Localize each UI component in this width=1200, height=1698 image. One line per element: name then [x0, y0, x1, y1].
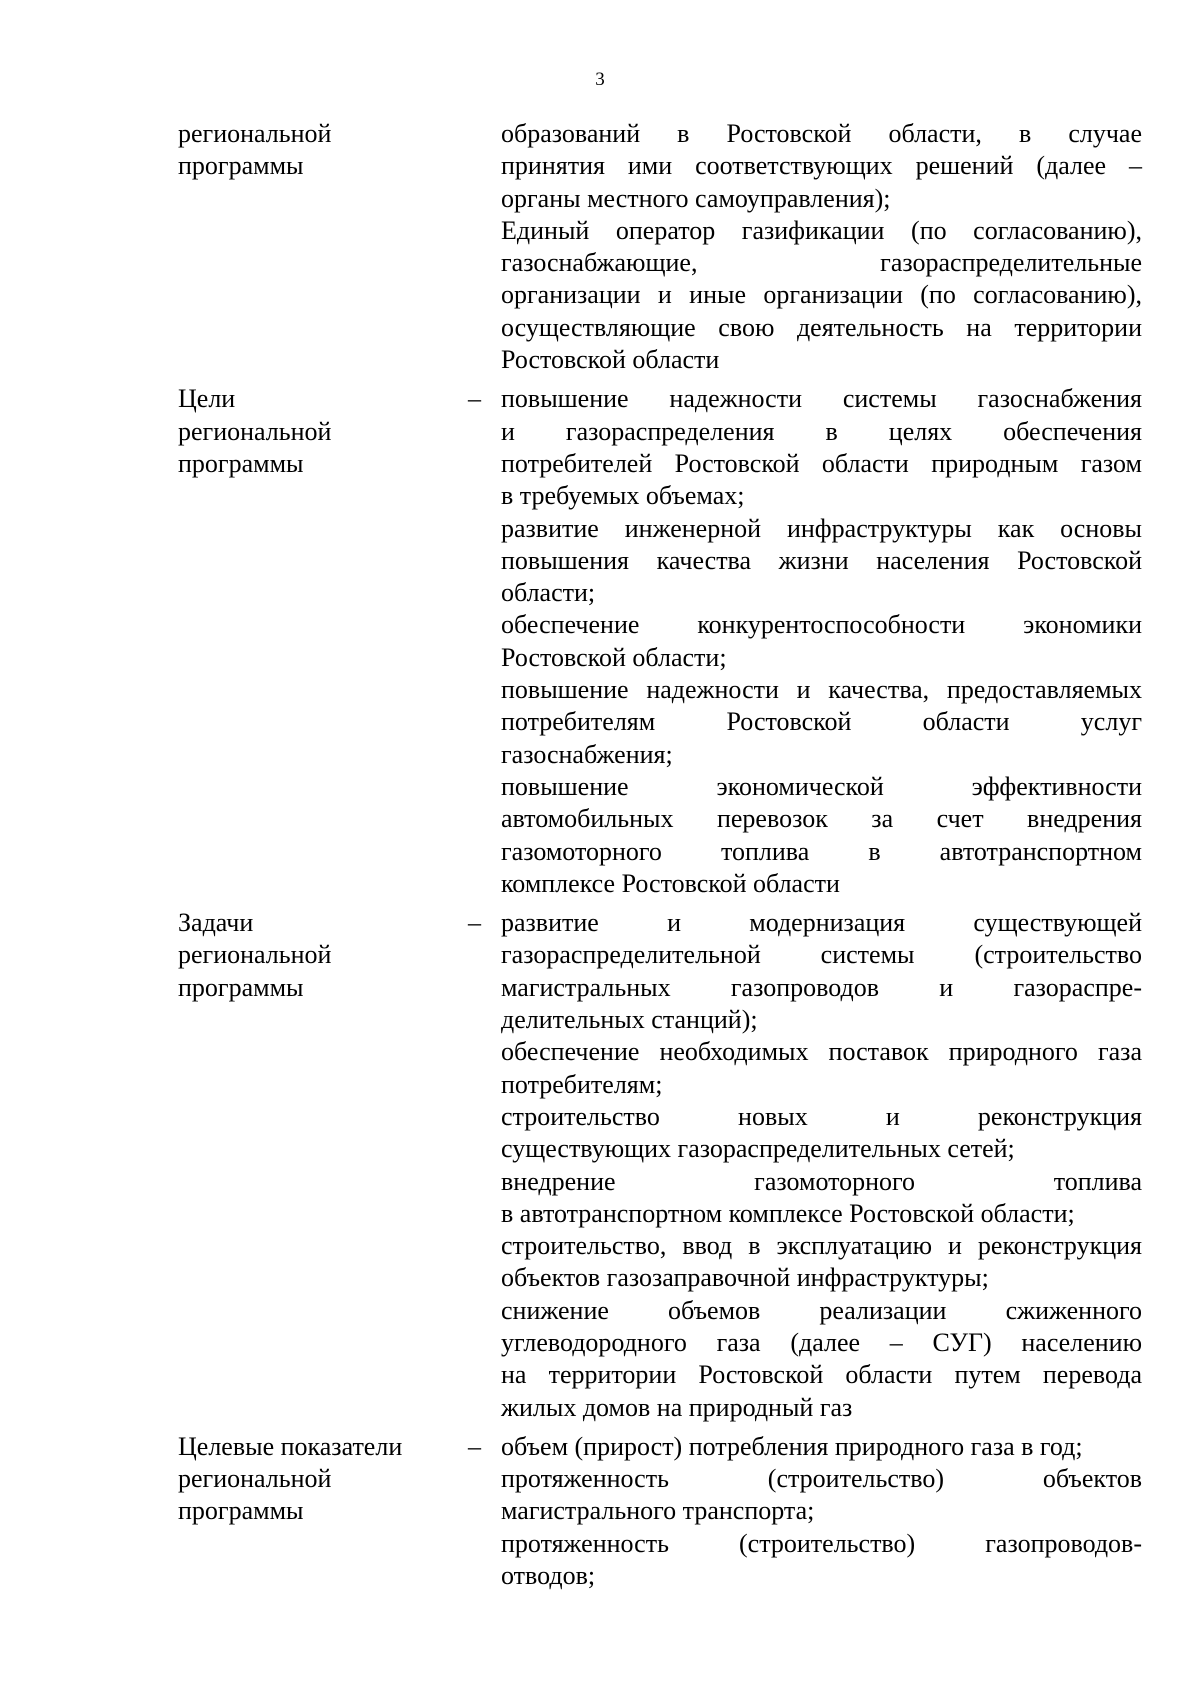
row-label-line: региональной	[178, 940, 332, 970]
content-line: Ростовской области;	[501, 642, 727, 672]
content-line: магистрального транспорта;	[501, 1496, 815, 1526]
content-line: повышение экономической эффективности	[501, 771, 1142, 801]
row-label	[178, 907, 468, 1424]
content-line: организации и иные организации (по согласованию),	[501, 280, 1142, 310]
content-line: газомоторного топлива в автотранспортном	[501, 836, 1142, 866]
program-passport-table	[178, 118, 1142, 1592]
content-line: газоснабжения;	[501, 739, 673, 769]
passport-row	[178, 118, 1142, 376]
content-line: потребителей Ростовской области природным газом	[501, 448, 1142, 478]
content-line: в требуемых объемах;	[501, 481, 745, 511]
row-label-line: Цели	[178, 384, 236, 414]
content-line: развитие инженерной инфраструктуры как основы	[501, 513, 1142, 543]
content-line: Ростовской области	[501, 345, 720, 375]
content-line: принятия ими соответствующих решений (далее –	[501, 151, 1142, 181]
row-dash	[468, 118, 501, 150]
content-line: делительных станций);	[501, 1005, 758, 1035]
passport-row	[178, 1431, 1142, 1592]
passport-row	[178, 907, 1142, 1424]
content-line: и газораспределения в целях обеспечения	[501, 416, 1142, 446]
row-label-line: программы	[178, 151, 304, 181]
content-line: развитие и модернизация существующей	[501, 908, 1142, 938]
row-label	[178, 383, 468, 900]
content-line: магистральных газопроводов и газораспре-	[501, 972, 1142, 1002]
row-label	[178, 118, 468, 376]
content-line: объектов газозаправочной инфраструктуры;	[501, 1263, 989, 1293]
content-line: Единый оператор газификации (по согласованию),	[501, 215, 1142, 245]
row-label-line: Целевые показатели	[178, 1431, 403, 1461]
row-content	[501, 383, 1142, 900]
row-content	[501, 118, 1142, 376]
content-line: газораспределительной системы (строительство	[501, 940, 1142, 970]
content-line: строительство новых и реконструкция	[501, 1101, 1142, 1131]
row-dash: –	[468, 908, 481, 938]
row-label-line: программы	[178, 448, 304, 478]
content-line: протяженность (строительство) объектов	[501, 1464, 1142, 1494]
content-line: обеспечение конкурентоспособности экономики	[501, 610, 1142, 640]
row-label-line: программы	[178, 1496, 304, 1526]
row-content	[501, 907, 1142, 1424]
content-line: строительство, ввод в эксплуатацию и реконструкция	[501, 1231, 1142, 1261]
row-dash: –	[468, 1431, 481, 1461]
passport-row	[178, 383, 1142, 900]
content-line: жилых домов на природный газ	[501, 1392, 853, 1422]
content-line: газоснабжающие, газораспределительные	[501, 248, 1142, 278]
content-line: области;	[501, 578, 596, 608]
content-line: потребителям;	[501, 1069, 663, 1099]
content-line: на территории Ростовской области путем перевода	[501, 1360, 1142, 1390]
content-line: органы местного самоуправления);	[501, 183, 891, 213]
content-line: объем (прирост) потребления природного газа в год;	[501, 1431, 1083, 1461]
content-line: образований в Ростовской области, в случае	[501, 119, 1142, 148]
content-line: потребителям Ростовской области услуг	[501, 707, 1142, 737]
content-line: повышение надежности и качества, предоставляемых	[501, 675, 1142, 705]
content-line: обеспечение необходимых поставок природного газа	[501, 1037, 1142, 1067]
content-line: повышение надежности системы газоснабжения	[501, 384, 1142, 414]
row-label-line: региональной	[178, 1464, 332, 1494]
content-line: отводов;	[501, 1561, 596, 1591]
row-label-line: региональной	[178, 416, 332, 446]
content-line: комплексе Ростовской области	[501, 868, 840, 898]
content-line: автомобильных перевозок за счет внедрения	[501, 804, 1142, 834]
content-line: в автотранспортном комплексе Ростовской области;	[501, 1198, 1075, 1228]
content-line: осуществляющие свою деятельность на территории	[501, 312, 1142, 342]
content-line: углеводородного газа (далее – СУГ) населению	[501, 1327, 1142, 1357]
row-dash: –	[468, 384, 481, 414]
content-line: снижение объемов реализации сжиженного	[501, 1295, 1142, 1325]
row-label	[178, 1431, 468, 1592]
content-line: существующих газораспределительных сетей;	[501, 1134, 1015, 1164]
row-label-line: Задачи	[178, 908, 254, 938]
content-line: протяженность (строительство) газопроводов-	[501, 1528, 1142, 1558]
content-line: повышения качества жизни населения Ростовской	[501, 545, 1142, 575]
row-label-line: программы	[178, 972, 304, 1002]
content-line: внедрение газомоторного топлива	[501, 1166, 1142, 1196]
page-number: 3	[595, 69, 605, 90]
row-content	[501, 1431, 1142, 1592]
row-label-line: региональной	[178, 119, 332, 148]
